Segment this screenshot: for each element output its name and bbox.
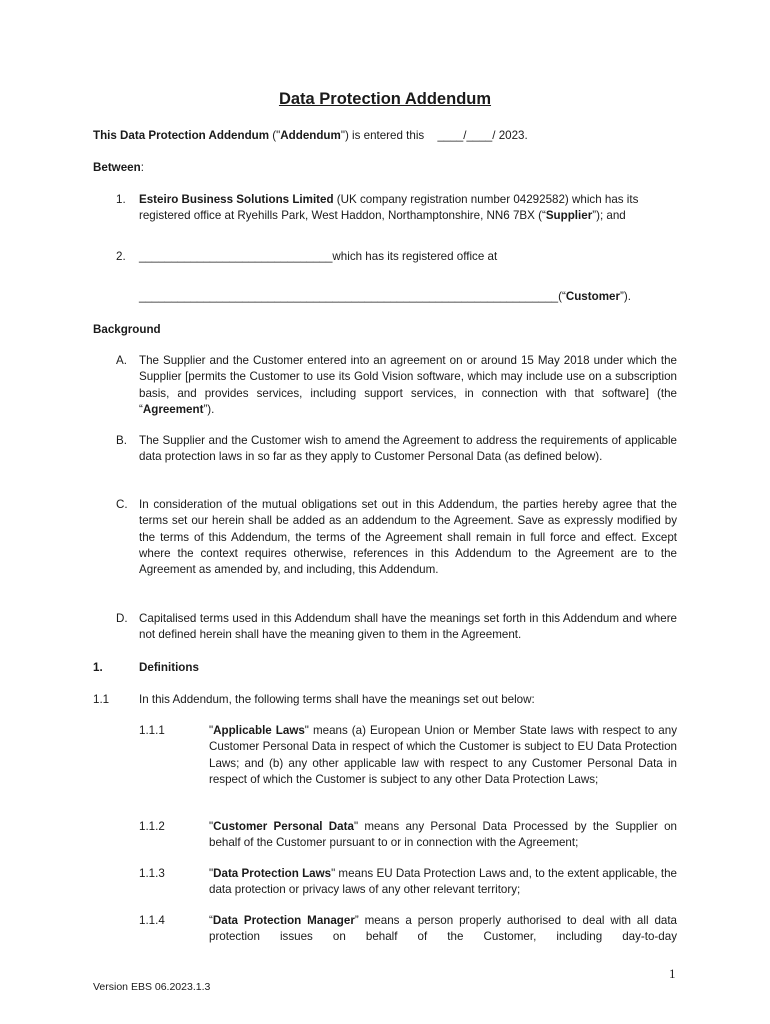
date-blank: ____/____/ 2023. [437,129,528,142]
page-number: 1 [669,966,676,981]
party-customer-line1: ______________________________which has its registered office at [139,250,498,263]
definition-applicable-laws: "Applicable Laws" means (a) European Union or Member State laws with respect to any Customer Personal Data in respect of which the Customer is subject to EU Data Protection Laws; and (b) any other applicable law with respect to any Customer Personal Data in respect of which the Customer is subject to any other Data Protection Laws; [209,724,678,786]
background-letter: D. [116,612,128,625]
between-label: Between: [93,161,144,174]
background-item-a: The Supplier and the Customer entered into an agreement on or around 15 May 2018 under which the Supplier [permits the Customer to use its Gold Vision software, which may include use on a subscription basis, and provides services, including support services, in connection with that software] (the “Agreement”). [139,354,677,416]
section-number: 1. [93,661,103,674]
definition-data-protection-laws: "Data Protection Laws" means EU Data Protection Laws and, to the extent applicable, the data protection or privacy laws of any other relevant territory; [209,867,677,897]
background-letter: C. [116,498,128,511]
definition-number: 1.1.4 [139,914,165,927]
party-customer-line2: _________________________________________________________________(“Customer”). [139,290,631,303]
background-letter: B. [116,434,127,447]
section-heading: Definitions [139,661,199,674]
clause-number: 1.1 [93,693,110,706]
background-letter: A. [116,354,127,367]
definition-number: 1.1.2 [139,820,165,833]
intro-paragraph: This Data Protection Addendum ("Addendum") is entered this ____/____/ 2023. [93,129,528,142]
party-number: 2. [116,250,126,263]
definition-number: 1.1.1 [139,724,165,737]
party-number: 1. [116,193,126,206]
party-supplier: Esteiro Business Solutions Limited (UK company registration number 04292582) which has its registered office at Ryehills Park, West Haddon, Northamptonshire, NN6 7BX (“Supplier”); and [139,193,639,223]
definition-number: 1.1.3 [139,867,165,880]
version-footer: Version EBS 06.2023.1.3 [93,981,211,993]
clause-text: In this Addendum, the following terms shall have the meanings set out below: [139,693,535,706]
document-title: Data Protection Addendum [278,90,492,108]
definition-data-protection-manager: “Data Protection Manager” means a person properly authorised to deal with all data protection issues on behalf of the Customer, including day-to-day [209,914,678,944]
definition-customer-personal-data: "Customer Personal Data" means any Personal Data Processed by the Supplier on behalf of the Customer pursuant to or in connection with the Agreement; [209,820,677,850]
background-item-c: In consideration of the mutual obligations set out in this Addendum, the parties hereby agree that the terms set our herein shall be added as an addendum to the Agreement. Save as expressly modified by the terms of this Addendum, the terms of the Agreement shall remain in full force and effect. Except where the context requires otherwise, references in this Addendum to the Agreement are to the Agreement as amended by, and including, this Addendum. [139,498,677,577]
background-item-d: Capitalised terms used in this Addendum shall have the meanings set forth in this Addendum and where not defined herein shall have the meaning given to them in the Agreement. [139,612,677,642]
background-item-b: The Supplier and the Customer wish to amend the Agreement to address the requirements of applicable data protection laws in so far as they apply to Customer Personal Data (as defined below). [139,434,677,464]
background-heading: Background [93,323,161,336]
